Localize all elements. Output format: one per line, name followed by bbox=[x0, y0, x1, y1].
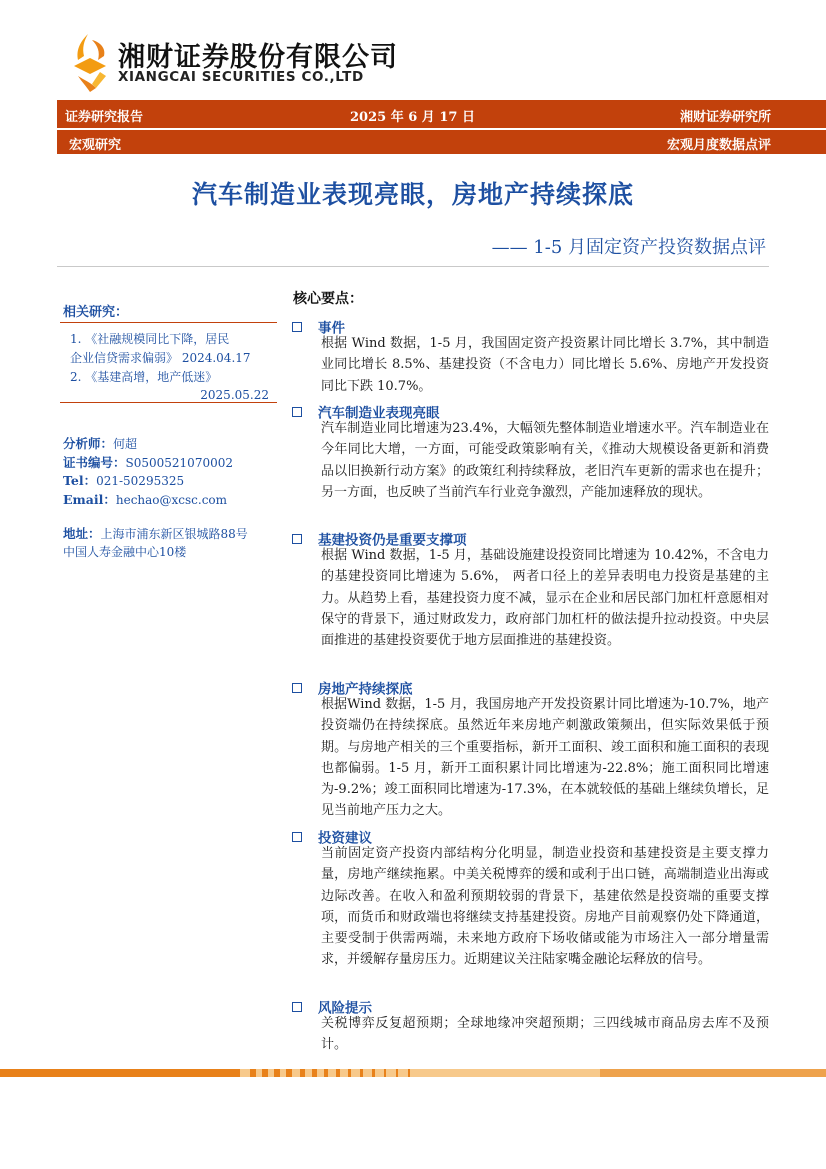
related-item-1-line1: 1. 《社融规模同比下降，居民 bbox=[70, 332, 230, 346]
report-subtitle: —— 1-5 月固定资产投资数据点评 bbox=[491, 237, 766, 258]
related-divider-bottom bbox=[60, 402, 277, 403]
analyst-label: 分析师： bbox=[63, 436, 114, 451]
section-title: 投资建议 bbox=[318, 830, 372, 847]
section-body: 根据 Wind 数据，1-5 月，基础设施建设投资同比增速为 10.42%，不含电力的基建投资同比增速为 5.6%， 两者口径上的差异表明电力投资是基建的主力。从趋势上看，基建投资力度不减，显示在企业和居民部门加杠杆意愿相对保守的背景下，通过财政发力，政府部门加杠杆的做法提升拉动投资。中央层面推进的基建投资要优于地方层面推进的基建投资。 bbox=[321, 548, 769, 649]
cert-number: S0500521070002 bbox=[125, 456, 233, 470]
institute-name: 湘财证券研究所 bbox=[679, 110, 771, 125]
company-logo-icon bbox=[70, 32, 110, 94]
analyst-name: 何超 bbox=[113, 437, 138, 451]
report-subcategory: 宏观月度数据点评 bbox=[666, 138, 771, 153]
email-label: Email： bbox=[63, 492, 116, 507]
tel-row bbox=[63, 471, 184, 491]
email-address[interactable]: hechao@xcsc.com bbox=[115, 493, 228, 507]
related-divider-top bbox=[60, 322, 277, 323]
related-item-2-line2: 2025.05.22 bbox=[200, 388, 269, 402]
footer-stripe bbox=[0, 1069, 826, 1077]
section-body: 关税博弈反复超预期；全球地缘冲突超预期；三四线城市商品房去库不及预计。 bbox=[321, 1016, 769, 1053]
checkbox-bullet-icon bbox=[292, 407, 302, 417]
header-bar-top bbox=[57, 100, 826, 128]
section-title: 汽车制造业表现亮眼 bbox=[318, 405, 440, 422]
tel-label: Tel： bbox=[63, 473, 97, 488]
report-type: 证券研究报告 bbox=[65, 110, 144, 125]
section-body: 根据Wind 数据，1-5 月，我国房地产开发投资累计同比增速为-10.7%，地产投资端仍在持续探底。虽然近年来房地产刺激政策频出，但实际效果低于预期。与房地产相关的三个重要指标，新开工面积、竣工面积和施工面积的表现也都偏弱。1-5 月，新开工面积累计同比增速为-22.8%；施工面积同比增速为-9.2%；竣工面积同比增速为-17.3%，在本就较低的基础上继续负增长，足见当前地产压力之大。 bbox=[321, 697, 769, 819]
analyst-row bbox=[63, 434, 137, 454]
title-divider bbox=[57, 266, 769, 267]
cert-row bbox=[63, 453, 233, 473]
tel-number: 021-50295325 bbox=[96, 474, 185, 488]
checkbox-bullet-icon bbox=[292, 534, 302, 544]
address-label: 地址： bbox=[63, 526, 101, 541]
email-row bbox=[63, 490, 227, 510]
report-date: 2025 年 6 月 17 日 bbox=[350, 110, 475, 125]
checkbox-bullet-icon bbox=[292, 322, 302, 332]
section-body: 汽车制造业同比增速为23.4%，大幅领先整体制造业增速水平。汽车制造业在今年同比大增，一方面，可能受政策影响有关，《推动大规模设备更新和消费品以旧换新行动方案》的政策红利持续释放，老旧汽车更新的需求也在提升；另一方面，也反映了当前汽车行业竞争激烈，产能加速释放的现状。 bbox=[321, 421, 769, 500]
section-body: 当前固定资产投资内部结构分化明显，制造业投资和基建投资是主要支撑力量，房地产继续拖累。中美关税博弈的缓和或利于出口链，高端制造业出海或边际改善。在收入和盈利预期较弱的背景下，基建依然是投资端的重要支撑项，而货币和财政端也将继续支持基建投资。房地产目前观察仍处下降通道，主要受制于供需两端，未来地方政府下场收储或能为市场注入一部分增量需求，并缓解存量房压力。近期建议关注陆家嘴金融论坛释放的信号。 bbox=[321, 846, 769, 968]
address-row bbox=[63, 524, 248, 544]
report-category: 宏观研究 bbox=[69, 138, 122, 153]
checkbox-bullet-icon bbox=[292, 832, 302, 842]
core-points-heading: 核心要点： bbox=[293, 291, 363, 307]
related-item-1-line2: 企业信贷需求偏弱》 2024.04.17 bbox=[70, 351, 251, 365]
section-title: 风险提示 bbox=[318, 1000, 372, 1017]
checkbox-bullet-icon bbox=[292, 1002, 302, 1012]
address-line2: 中国人寿金融中心10楼 bbox=[63, 545, 187, 559]
company-name-cn: 湘财证券股份有限公司 bbox=[118, 42, 398, 73]
section-title: 房地产持续探底 bbox=[318, 681, 413, 698]
section-title: 基建投资仍是重要支撑项 bbox=[318, 532, 467, 549]
section-body: 根据 Wind 数据，1-5 月，我国固定资产投资累计同比增长 3.7%，其中制造业同比增长 8.5%、基建投资（不含电力）同比增长 5.6%、房地产开发投资同比下跌 10.7%。 bbox=[321, 336, 769, 394]
section-title: 事件 bbox=[318, 320, 345, 337]
report-title: 汽车制造业表现亮眼，房地产持续探底 bbox=[191, 180, 634, 209]
company-name-en: XIANGCAI SECURITIES CO.,LTD bbox=[118, 69, 364, 85]
related-item-2-line1: 2. 《基建高增，地产低迷》 bbox=[70, 370, 218, 384]
cert-label: 证书编号： bbox=[63, 455, 126, 470]
related-research-title: 相关研究： bbox=[63, 305, 129, 320]
header-bar-bottom bbox=[57, 128, 826, 154]
checkbox-bullet-icon bbox=[292, 683, 302, 693]
address-line1: 上海市浦东新区银城路88号 bbox=[100, 527, 248, 541]
